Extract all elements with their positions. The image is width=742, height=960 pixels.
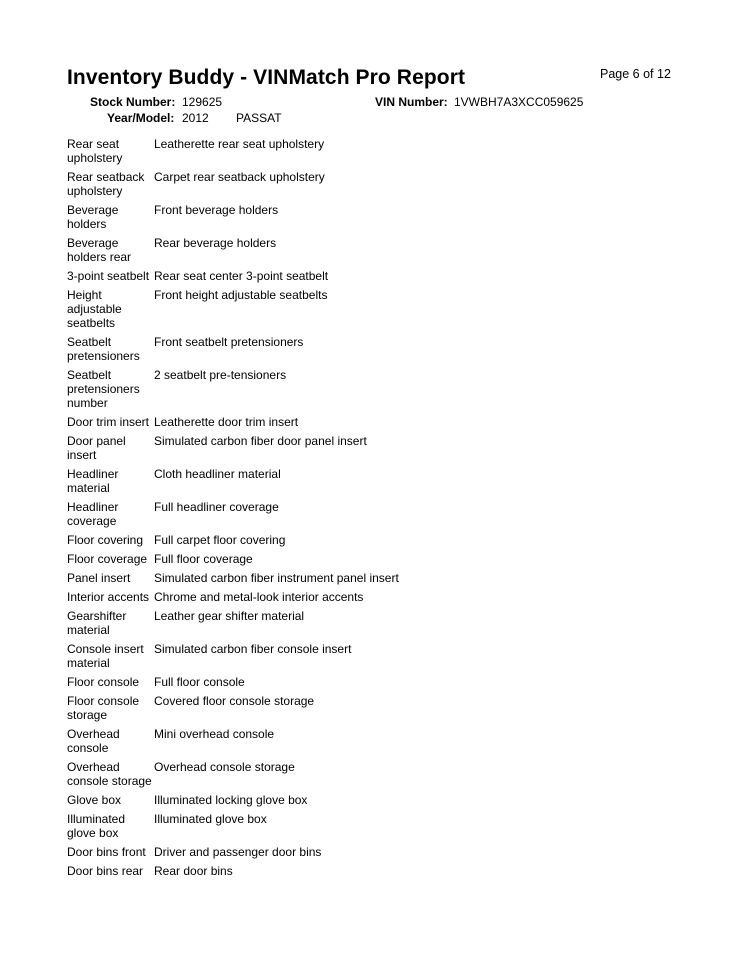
spec-row [67, 368, 427, 410]
spec-value: Leatherette door trim insert [154, 415, 299, 429]
model-value: PASSAT [236, 111, 282, 125]
spec-name: Beverage holders [67, 203, 119, 231]
spec-name: Glove box [67, 793, 122, 807]
spec-row [67, 590, 427, 604]
spec-name: 3-point seatbelt [67, 269, 150, 283]
spec-name: Headliner material [67, 467, 119, 495]
spec-value: Front height adjustable seatbelts [154, 288, 328, 302]
spec-name: Rear seatback upholstery [67, 170, 145, 198]
spec-row [67, 609, 427, 637]
spec-row [67, 500, 427, 528]
spec-value: Simulated carbon fiber console insert [154, 642, 352, 656]
stock-number-label: Stock Number: [90, 95, 176, 109]
spec-row [67, 571, 427, 585]
spec-value: Cloth headliner material [154, 467, 281, 481]
spec-name: Floor console [67, 675, 140, 689]
spec-row [67, 335, 427, 363]
spec-name: Interior accents [67, 590, 150, 604]
spec-table [67, 137, 427, 883]
spec-row [67, 137, 427, 165]
spec-name: Door panel insert [67, 434, 126, 462]
spec-value: Rear beverage holders [154, 236, 277, 250]
spec-value: Rear door bins [154, 864, 233, 878]
spec-value: Leather gear shifter material [154, 609, 305, 623]
spec-row [67, 415, 427, 429]
spec-value: Covered floor console storage [154, 694, 315, 708]
spec-name: Seatbelt pretensioners number [67, 368, 140, 410]
spec-name: Floor console storage [67, 694, 140, 722]
spec-row [67, 760, 427, 788]
vin-number-value: 1VWBH7A3XCC059625 [454, 95, 584, 109]
stock-number-value: 129625 [182, 95, 223, 109]
report-title: Inventory Buddy - VINMatch Pro Report [67, 66, 466, 89]
spec-value: Carpet rear seatback upholstery [154, 170, 325, 184]
spec-value: Illuminated glove box [154, 812, 267, 826]
spec-name: Door bins front [67, 845, 146, 859]
spec-name: Overhead console [67, 727, 120, 755]
spec-row [67, 467, 427, 495]
spec-row [67, 170, 427, 198]
spec-value: Rear seat center 3-point seatbelt [154, 269, 329, 283]
spec-row [67, 864, 427, 878]
spec-value: 2 seatbelt pre-tensioners [154, 368, 287, 382]
spec-value: Full floor console [154, 675, 245, 689]
spec-name: Door bins rear [67, 864, 144, 878]
spec-name: Gearshifter material [67, 609, 127, 637]
spec-name: Floor coverage [67, 552, 148, 566]
spec-value: Full floor coverage [154, 552, 253, 566]
spec-value: Simulated carbon fiber instrument panel insert [154, 571, 399, 585]
spec-name: Seatbelt pretensioners [67, 335, 140, 363]
spec-name: Floor covering [67, 533, 144, 547]
spec-name: Illuminated glove box [67, 812, 126, 840]
spec-value: Full headliner coverage [154, 500, 279, 514]
year-value: 2012 [182, 111, 209, 125]
spec-row [67, 812, 427, 840]
spec-row [67, 793, 427, 807]
spec-value: Leatherette rear seat upholstery [154, 137, 325, 151]
spec-value: Full carpet floor covering [154, 533, 286, 547]
spec-row [67, 269, 427, 283]
spec-row [67, 675, 427, 689]
spec-row [67, 203, 427, 231]
spec-value: Front seatbelt pretensioners [154, 335, 304, 349]
spec-row [67, 727, 427, 755]
spec-value: Simulated carbon fiber door panel insert [154, 434, 367, 448]
spec-row [67, 434, 427, 462]
spec-value: Chrome and metal-look interior accents [154, 590, 364, 604]
spec-row [67, 552, 427, 566]
spec-name: Beverage holders rear [67, 236, 132, 264]
spec-value: Mini overhead console [154, 727, 275, 741]
spec-name: Headliner coverage [67, 500, 119, 528]
page-number: Page 6 of 12 [600, 67, 671, 81]
spec-name: Height adjustable seatbelts [67, 288, 122, 330]
spec-value: Illuminated locking glove box [154, 793, 308, 807]
spec-value: Overhead console storage [154, 760, 295, 774]
spec-name: Rear seat upholstery [67, 137, 123, 165]
year-model-label: Year/Model: [107, 111, 175, 125]
spec-row [67, 236, 427, 264]
spec-name: Overhead console storage [67, 760, 152, 788]
spec-row [67, 288, 427, 330]
spec-row [67, 533, 427, 547]
spec-value: Front beverage holders [154, 203, 279, 217]
spec-value: Driver and passenger door bins [154, 845, 322, 859]
vin-number-label: VIN Number: [375, 95, 448, 109]
spec-row [67, 642, 427, 670]
spec-name: Panel insert [67, 571, 131, 585]
spec-name: Console insert material [67, 642, 144, 670]
spec-row [67, 845, 427, 859]
spec-name: Door trim insert [67, 415, 150, 429]
spec-row [67, 694, 427, 722]
